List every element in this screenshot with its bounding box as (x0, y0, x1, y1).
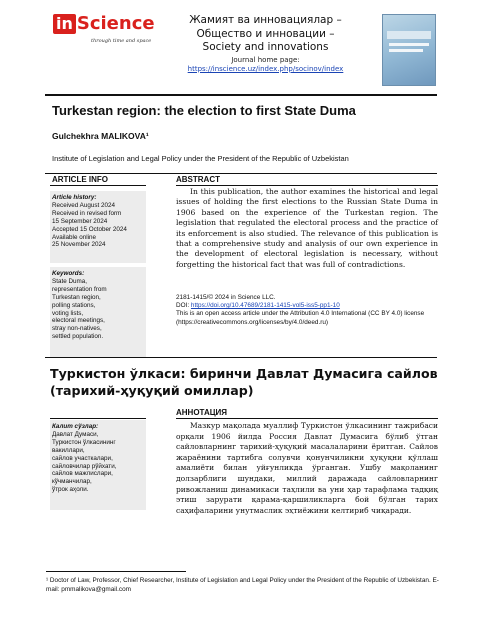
doi-label: DOI: (176, 302, 191, 310)
issn-line: 2181-1415/© 2024 in Science LLC. (176, 294, 276, 301)
journal-title-block (163, 14, 368, 74)
keyword-uz-line: Туркистон ўлкасининг (52, 438, 116, 446)
journal-title-line-1: Жамият ва инновациялар – (189, 14, 342, 26)
history-line: Available online (52, 233, 96, 241)
logo-tagline: through time and space (91, 38, 152, 44)
keywords-uz-label: Калит сўзлар: (52, 423, 99, 430)
article-info-rule (50, 185, 146, 186)
abstract-rule (176, 185, 438, 186)
author-affiliation: Institute of Legislation and Legal Policy under the President of the Republic of Uzbekistan (52, 154, 349, 163)
history-line: Received in revised form (52, 209, 122, 217)
publication-meta (176, 294, 438, 327)
article-title-uz: Туркистон ўлкаси: биринчи Давлат Думасига сайлов (тарихий-ҳуқуқий омиллар) (50, 366, 438, 398)
keyword-line: settled population. (52, 333, 104, 341)
doi-line (176, 302, 438, 310)
article-history-label: Article history: (52, 194, 97, 201)
logo-science: Science (76, 13, 155, 34)
journal-header (45, 8, 437, 88)
keywords-uz-box (50, 420, 146, 510)
keywords-label: Keywords: (52, 270, 85, 277)
inscience-logo (53, 14, 165, 62)
keyword-line: Turkestan region, (52, 293, 101, 301)
article-title: Turkestan region: the election to first State Duma (52, 103, 356, 118)
keyword-uz-line: вакиллари, (52, 446, 85, 454)
abstract-text: In this publication, the author examines the historical and legal issues of holding the first elections to the Russian State Duma in 1906 based on the experience of the Turkestan region. The legislation that regulated the electoral process and the practice of its enforcement is also studied. The relevance of this publication is that a comprehensive study and analysis of our own experience in the development of electoral legislation is necessary, without forgetting the historical fact that was full of contradictions. (176, 187, 438, 269)
keyword-line: polling stations, (52, 301, 96, 309)
section-divider (45, 357, 437, 358)
author-name: Gulchekhra MALIKOVA¹ (52, 131, 149, 141)
cover-line (389, 49, 423, 52)
article-info-heading: ARTICLE INFO (52, 175, 108, 184)
annotation-rule (176, 418, 438, 419)
logo-mark (53, 14, 165, 34)
article-history-box (50, 191, 146, 263)
license-text: This is an open access article under the Attribution 4.0 International (CC BY 4.0) license (https://creativecommons.org/licenses/by/4.0/deed.ru) (176, 310, 425, 326)
keywords-box (50, 267, 146, 357)
cover-line (389, 43, 429, 46)
keyword-line: representation from (52, 285, 107, 293)
history-line: 25 November 2024 (52, 241, 106, 249)
journal-cover-image (382, 14, 436, 86)
keyword-uz-line: сайловчилар рўйхати, (52, 462, 117, 470)
cover-title-band (387, 31, 431, 39)
keyword-line: stray non-natives, (52, 325, 102, 333)
keyword-uz-line: Давлат Думаси, (52, 430, 99, 438)
history-line: Received August 2024 (52, 201, 116, 209)
keyword-line: electoral meetings, (52, 317, 105, 325)
journal-home-label: Journal home page: (231, 55, 300, 64)
keyword-line: voting lists, (52, 309, 84, 317)
keyword-uz-line: сайлов участкалари, (52, 454, 113, 462)
footnote-rule (46, 571, 186, 572)
section-divider (45, 173, 437, 174)
logo-in: in (53, 14, 76, 34)
keyword-uz-line: кўчманчилар, (52, 478, 92, 486)
journal-home-link[interactable]: https://inscience.uz/index.php/socinov/index (187, 64, 344, 73)
abstract-heading: ABSTRACT (176, 175, 220, 184)
history-line: 15 September 2024 (52, 217, 108, 225)
keyword-uz-line: ўтрок аҳоли. (52, 486, 89, 494)
history-line: Accepted 15 October 2024 (52, 225, 127, 233)
header-divider (45, 94, 437, 96)
keyword-uz-line: сайлов мажлислари, (52, 470, 113, 478)
author-footnote: ¹ Doctor of Law, Professor, Chief Researcher, Institute of Legislation and Legal Policy under the President of the Republic of Uzbekistan. E-mail: pmmalikova@gmail.com (46, 577, 439, 593)
annotation-heading: АННОТАЦИЯ (176, 408, 228, 417)
keywords-uz-rule (50, 418, 146, 419)
keyword-line: State Duma, (52, 277, 87, 285)
journal-title-line-3: Society and innovations (202, 41, 329, 53)
doi-link[interactable]: https://doi.org/10.47689/2181-1415-vol5-iss5-pp1-10 (190, 302, 340, 310)
annotation-text: Мазкур мақолада муаллиф Туркистон ўлкасининг тажрибаси орқали 1906 йилда Россия Давлат Думасига бўлиб ўтган сайловларнинг тарихий-ҳуқуқий масалаларини ёритган. Сайлов жараёнини тартибга солувчи қонунчиликни ҳуқуқни қўллаш амалиёти билан уйғунликда ўрганган. Ушбу мақоланинг долзарблиги шундаки, миллий даражада сайловларнинг ривожланиш динамикаси таҳлили ва уни ҳар тарафлама тадқиқ этиш зарурати қарама-қаршиликларга бой бўлган тарих саҳифаларини унутмаслик эҳтиёжини келтириб чиқаради. (176, 421, 438, 515)
journal-title-line-2: Общество и инновации – (196, 27, 335, 40)
